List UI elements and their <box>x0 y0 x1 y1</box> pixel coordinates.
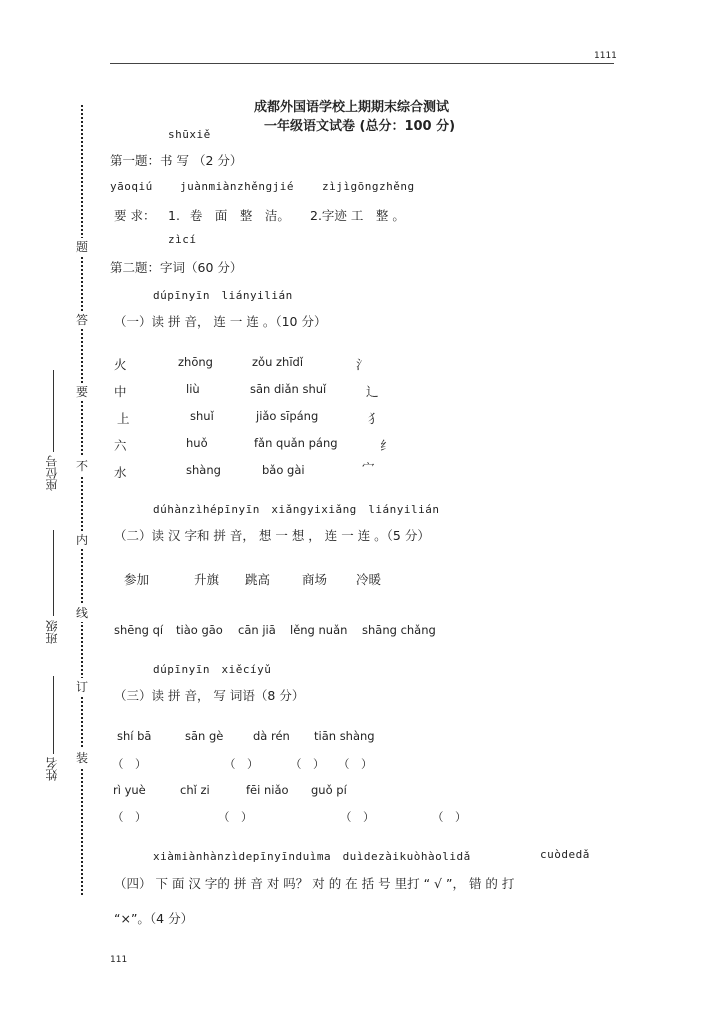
pinyin-cell: zhōng <box>178 355 213 369</box>
binding-char-5: 内 <box>76 533 89 547</box>
class-label: 班级 <box>45 620 59 644</box>
word-item: 冷暖 <box>356 572 382 587</box>
sub3-pinyin-word: dà rén <box>253 729 290 743</box>
pinyin-cell: shàng <box>186 463 221 477</box>
sub3-pinyin-word: fēi niǎo <box>246 783 289 797</box>
word-item: 商场 <box>302 572 328 587</box>
answer-blank[interactable]: （ ） <box>218 810 253 824</box>
q2-pinyin-title: zìcí <box>168 233 197 246</box>
radical-cell: 氵 <box>356 357 369 372</box>
char-cell: 上 <box>117 411 130 426</box>
binding-dotted-line <box>81 105 83 895</box>
sub3-pinyin-word: sān gè <box>185 729 224 743</box>
sub4-pinyin: xiàmiànhànzìdepīnyīnduìma duìdezàikuòhàolidǎ <box>153 850 471 863</box>
name-label: 姓名 <box>45 757 59 781</box>
sub3-pinyin: dúpīnyīn xiěcíyǔ <box>153 663 272 676</box>
sub3-pinyin-word: tiān shàng <box>314 729 375 743</box>
pinyin-cell: huǒ <box>186 436 208 450</box>
exam-title: 成都外国语学校上期期末综合测试 <box>254 100 450 115</box>
binding-char-8: 装 <box>76 751 89 765</box>
sub3-title: （三）读 拼 音， 写 词语（8 分） <box>114 688 305 703</box>
exam-subtitle: 一年级语文试卷 (总分：100 分) <box>264 119 456 134</box>
pinyin-cell: zǒu zhīdǐ <box>252 355 304 369</box>
q1-pinyin-req-3: zìjìgōngzhěng <box>322 180 415 193</box>
sub1-pinyin: dúpīnyīn liányilián <box>153 289 293 302</box>
radical-cell: 纟 <box>380 438 393 453</box>
word-item: 跳高 <box>245 572 271 587</box>
pinyin-item: shēng qí <box>114 623 164 637</box>
q1-pinyin-req-2: juànmiànzhěngjié <box>180 180 294 193</box>
pinyin-cell: shuǐ <box>190 409 214 423</box>
pinyin-cell: liù <box>186 382 200 396</box>
answer-blank[interactable]: （ ） <box>432 810 467 824</box>
binding-char-4: 不 <box>76 459 89 473</box>
answer-blank[interactable]: （ ） <box>340 810 375 824</box>
q1-pinyin-req-1: yāoqiú <box>110 180 153 193</box>
q1-pinyin-title: shūxiě <box>168 128 211 141</box>
char-cell: 中 <box>114 384 127 399</box>
sub3-pinyin-word: chǐ zi <box>180 783 210 797</box>
binding-char-2: 答 <box>76 313 89 327</box>
radical-cell: 辶 <box>366 384 379 399</box>
name-blank <box>53 676 54 754</box>
sub4-title: （四） 下 面 汉 字的 拼 音 对 吗？ 对 的 在 括 号 里打 “ √ ”， 错 的 打 <box>114 876 515 891</box>
char-cell: 六 <box>114 438 127 453</box>
sub1-title: （一）读 拼 音， 连 一 连 。（10 分） <box>114 314 327 329</box>
answer-blank[interactable]: （ ） <box>224 757 259 771</box>
answer-blank[interactable]: （ ） <box>112 757 147 771</box>
q2-title: 第二题：字词（60 分） <box>110 260 243 275</box>
pinyin-item: tiào gāo <box>176 623 223 637</box>
char-cell: 火 <box>114 357 127 372</box>
sub3-pinyin-word: guǒ pí <box>311 783 347 797</box>
pinyin-item: shāng chǎng <box>362 623 436 637</box>
page-number-top: 1111 <box>594 51 617 61</box>
answer-blank[interactable]: （ ） <box>290 757 325 771</box>
page-number-bottom: 111 <box>110 955 128 965</box>
seat-number-blank <box>53 370 54 452</box>
binding-char-1: 题 <box>76 240 89 254</box>
pinyin-cell: fǎn quǎn páng <box>254 436 338 450</box>
q1-requirement-1: 1. 卷 面 整 洁。 <box>168 208 290 223</box>
sub2-pinyin: dúhànzìhépīnyīn xiǎngyixiǎng liányilián <box>153 503 440 516</box>
binding-char-6: 线 <box>76 606 89 620</box>
answer-blank[interactable]: （ ） <box>338 757 373 771</box>
pinyin-cell: bǎo gài <box>262 463 305 477</box>
pinyin-item: cān jiā <box>238 623 276 637</box>
pinyin-item: lěng nuǎn <box>290 623 348 637</box>
binding-char-3: 要 <box>76 385 89 399</box>
pinyin-cell: jiǎo sīpáng <box>256 409 319 423</box>
sub3-pinyin-word: shí bā <box>117 729 152 743</box>
class-blank <box>53 530 54 616</box>
binding-char-7: 订 <box>76 680 89 694</box>
radical-cell: 犭 <box>368 411 381 426</box>
answer-blank[interactable]: （ ） <box>112 810 147 824</box>
pinyin-cell: sān diǎn shuǐ <box>250 382 327 396</box>
sub4-pinyin-right: cuòdedǎ <box>540 848 590 861</box>
word-item: 参加 <box>124 572 150 587</box>
header-rule <box>110 63 614 64</box>
q1-title: 第一题：书 写 （2 分） <box>110 153 243 168</box>
sub3-pinyin-word: rì yuè <box>113 783 146 797</box>
radical-cell: 宀 <box>362 460 375 475</box>
sub2-title: （二）读 汉 字和 拼 音， 想 一 想 ， 连 一 连 。（5 分） <box>114 528 430 543</box>
seat-number-label: 座位号 <box>45 455 59 491</box>
sub4-title-continued: “×”。（4 分） <box>114 911 194 926</box>
q1-requirement-label: 要 求： <box>114 208 156 223</box>
q1-requirement-2: 2.字迹 工 整 。 <box>310 208 405 223</box>
word-item: 升旗 <box>194 572 220 587</box>
char-cell: 水 <box>114 465 127 480</box>
